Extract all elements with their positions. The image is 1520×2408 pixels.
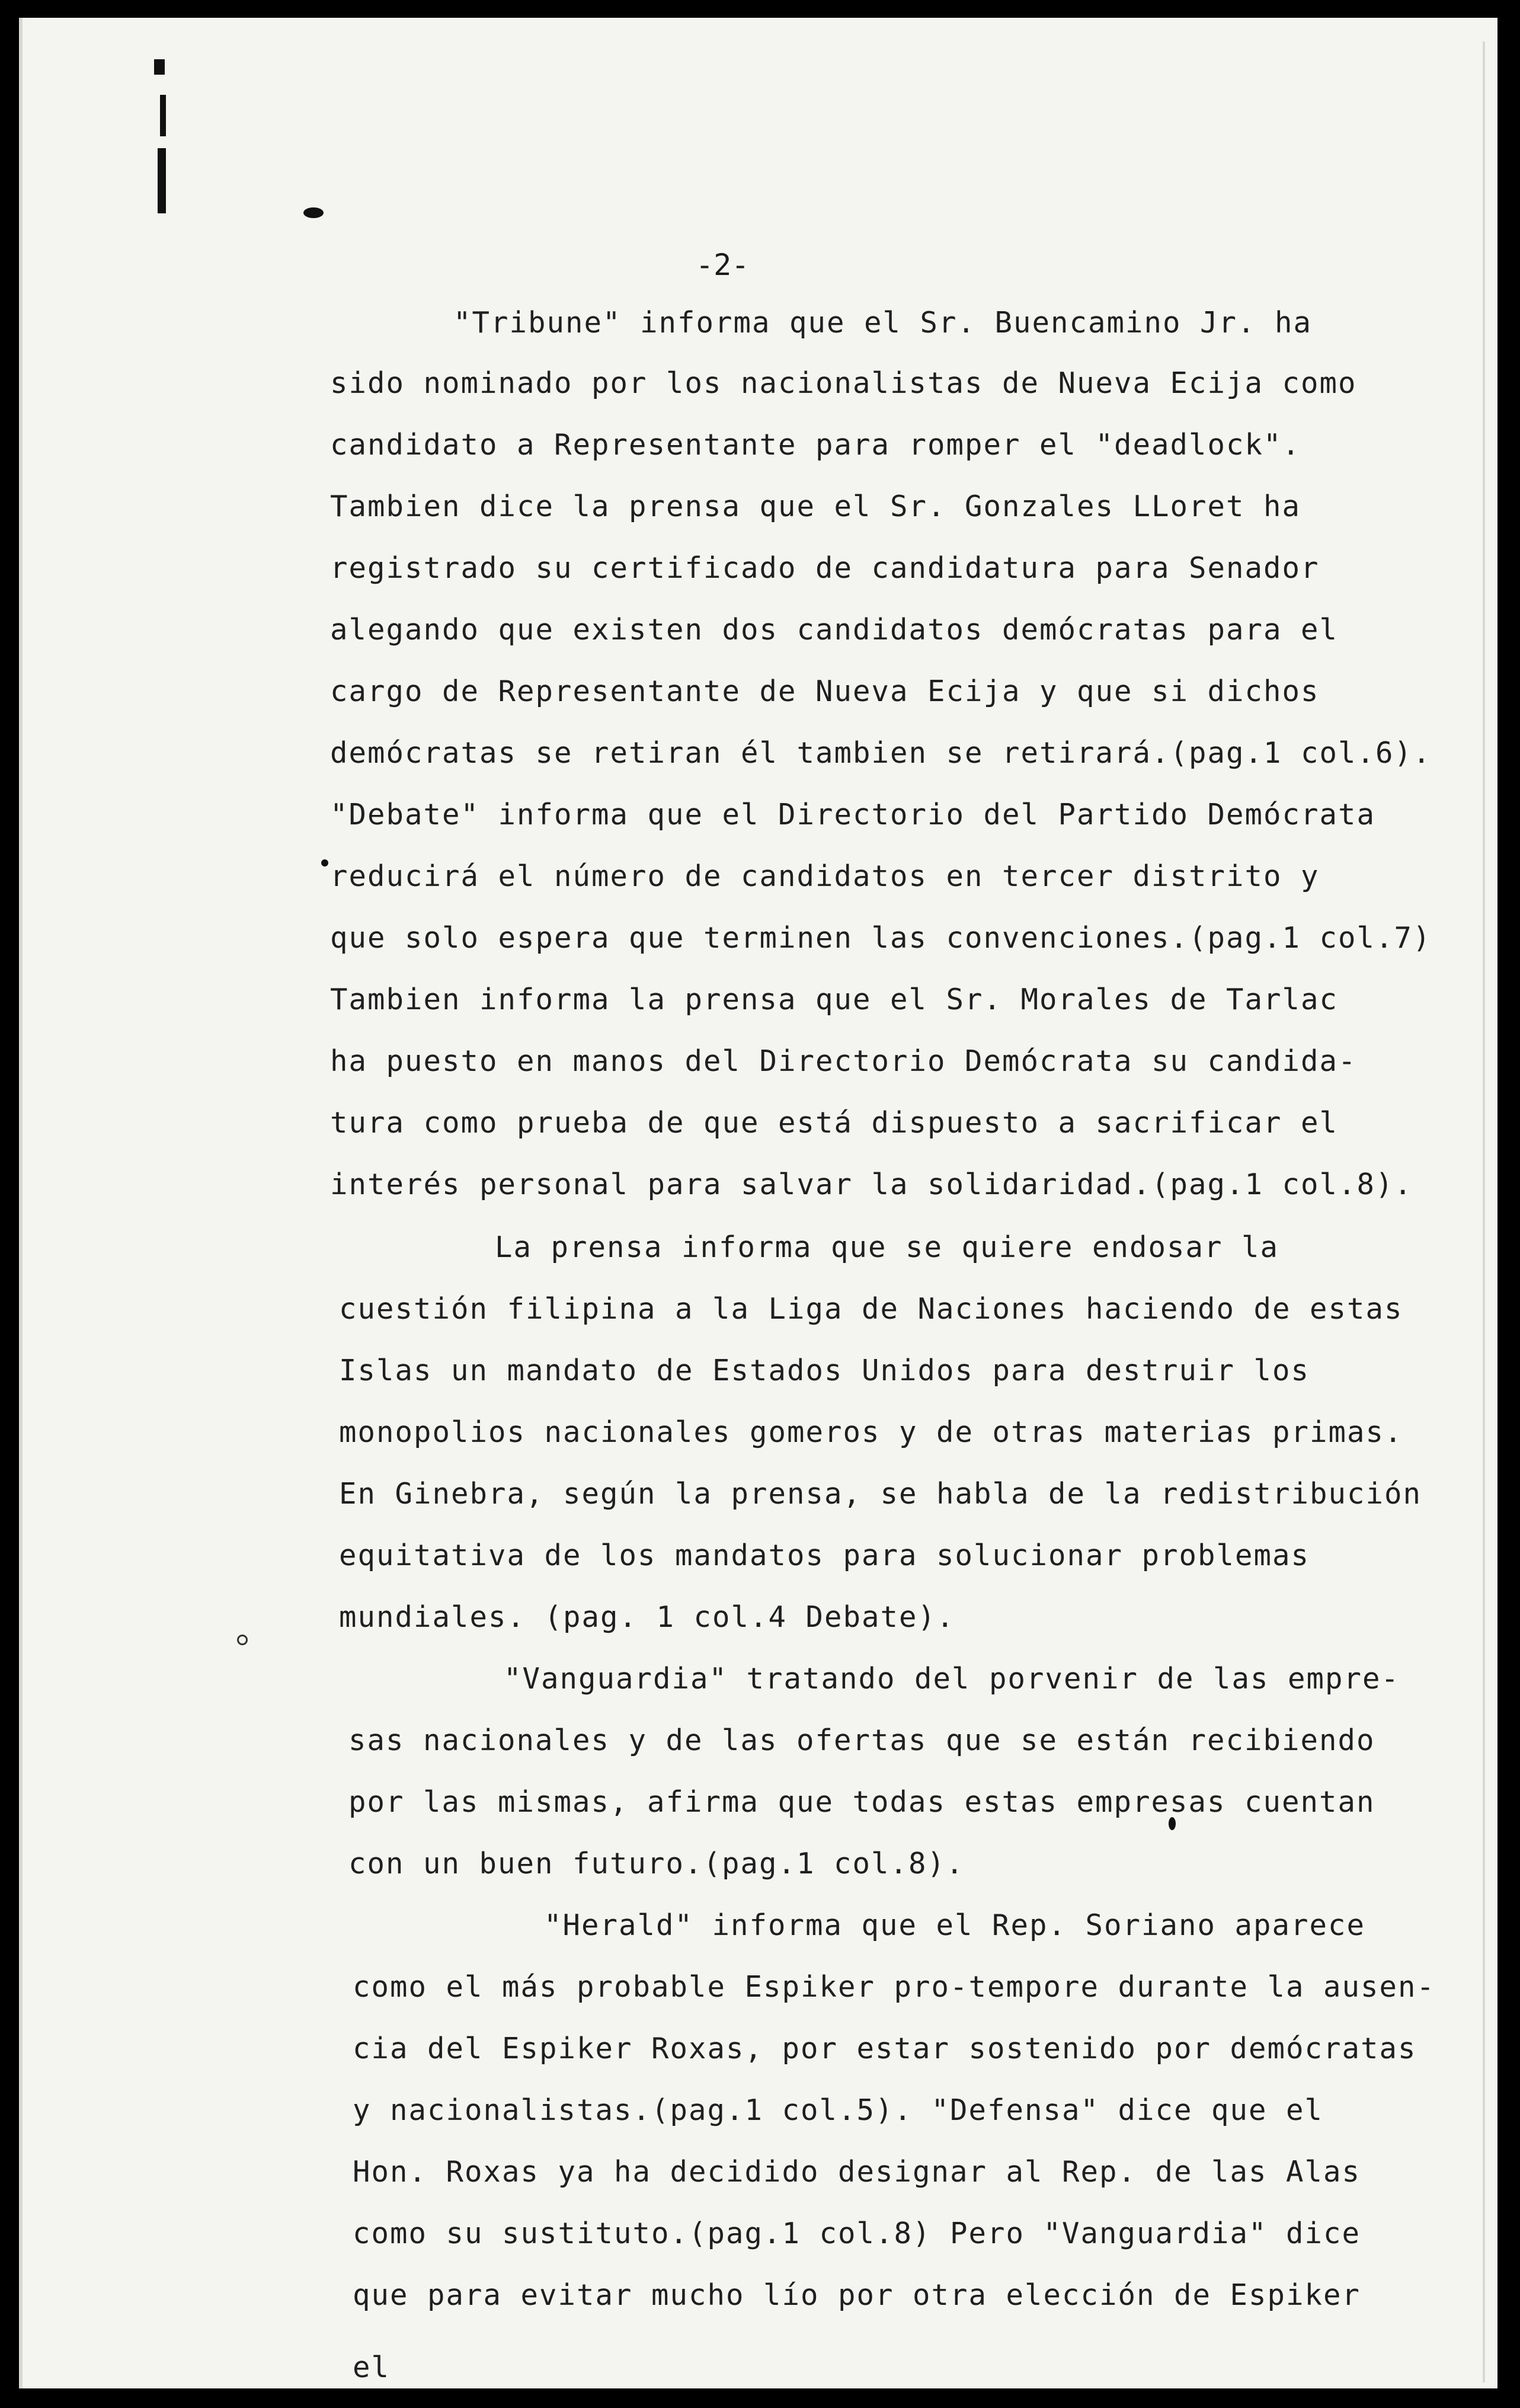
text-line: "Herald" informa que el Rep. Soriano aparece — [544, 1908, 1366, 1942]
page-number: -2- — [696, 248, 750, 282]
text-line: Hon. Roxas ya ha decidido designar al Rep. de las Alas — [353, 2155, 1361, 2189]
text-line: como el más probable Espiker pro-tempore durante la ausen- — [353, 1970, 1436, 2004]
text-line: por las mismas, afirma que todas estas empresas cuentan — [348, 1785, 1375, 1819]
text-line: que solo espera que terminen las convenciones.(pag.1 col.7) — [330, 921, 1432, 955]
text-line: cuestión filipina a la Liga de Naciones haciendo de estas — [339, 1292, 1403, 1326]
text-line: reducirá el número de candidatos en tercer distrito y — [330, 859, 1320, 893]
text-line: cia del Espiker Roxas, por estar sostenido por demócratas — [353, 2032, 1417, 2065]
text-line: registrado su certificado de candidatura para Senador — [330, 551, 1320, 585]
text-line: como su sustituto.(pag.1 col.8) Pero "Vanguardia" dice — [353, 2217, 1361, 2250]
text-line: demócratas se retiran él tambien se retirará.(pag.1 col.6). — [330, 736, 1432, 770]
text-line: tura como prueba de que está dispuesto a sacrificar el — [330, 1106, 1339, 1140]
text-line: interés personal para salvar la solidaridad.(pag.1 col.8). — [330, 1168, 1413, 1201]
text-line: sas nacionales y de las ofertas que se están recibiendo — [348, 1723, 1375, 1757]
text-line: ha puesto en manos del Directorio Demócrata su candida- — [330, 1044, 1357, 1078]
text-line: monopolios nacionales gomeros y de otras materias primas. — [339, 1415, 1403, 1449]
document-page — [19, 18, 1497, 2388]
text-line: La prensa informa que se quiere endosar la — [495, 1230, 1279, 1264]
text-line: "Debate" informa que el Directorio del Partido Demócrata — [330, 798, 1376, 832]
text-line: y nacionalistas.(pag.1 col.5). "Defensa" dice que el — [353, 2093, 1324, 2127]
text-line: "Vanguardia" tratando del porvenir de las empre- — [504, 1662, 1400, 1696]
text-line: con un buen futuro.(pag.1 col.8). — [348, 1847, 965, 1881]
text-line: alegando que existen dos candidatos demócratas para el — [330, 613, 1339, 647]
text-line: Islas un mandato de Estados Unidos para destruir los — [339, 1354, 1310, 1387]
text-line: En Ginebra, según la prensa, se habla de la redistribución — [339, 1477, 1422, 1511]
text-line: candidato a Representante para romper el "deadlock". — [330, 428, 1301, 462]
text-line: equitativa de los mandatos para solucionar problemas — [339, 1539, 1310, 1572]
text-line: mundiales. (pag. 1 col.4 Debate). — [339, 1600, 955, 1634]
text-line: Tambien dice la prensa que el Sr. Gonzales LLoret ha — [330, 490, 1301, 523]
document-body — [19, 18, 1497, 2388]
text-line: el — [353, 2351, 391, 2384]
text-line: sido nominado por los nacionalistas de Nueva Ecija como — [330, 366, 1357, 400]
text-line: "Tribune" informa que el Sr. Buencamino Jr. ha — [453, 306, 1313, 340]
text-line: cargo de Representante de Nueva Ecija y que si dichos — [330, 674, 1320, 708]
text-line: que para evitar mucho lío por otra elección de Espiker — [353, 2278, 1361, 2312]
text-line: Tambien informa la prensa que el Sr. Morales de Tarlac — [330, 983, 1339, 1016]
